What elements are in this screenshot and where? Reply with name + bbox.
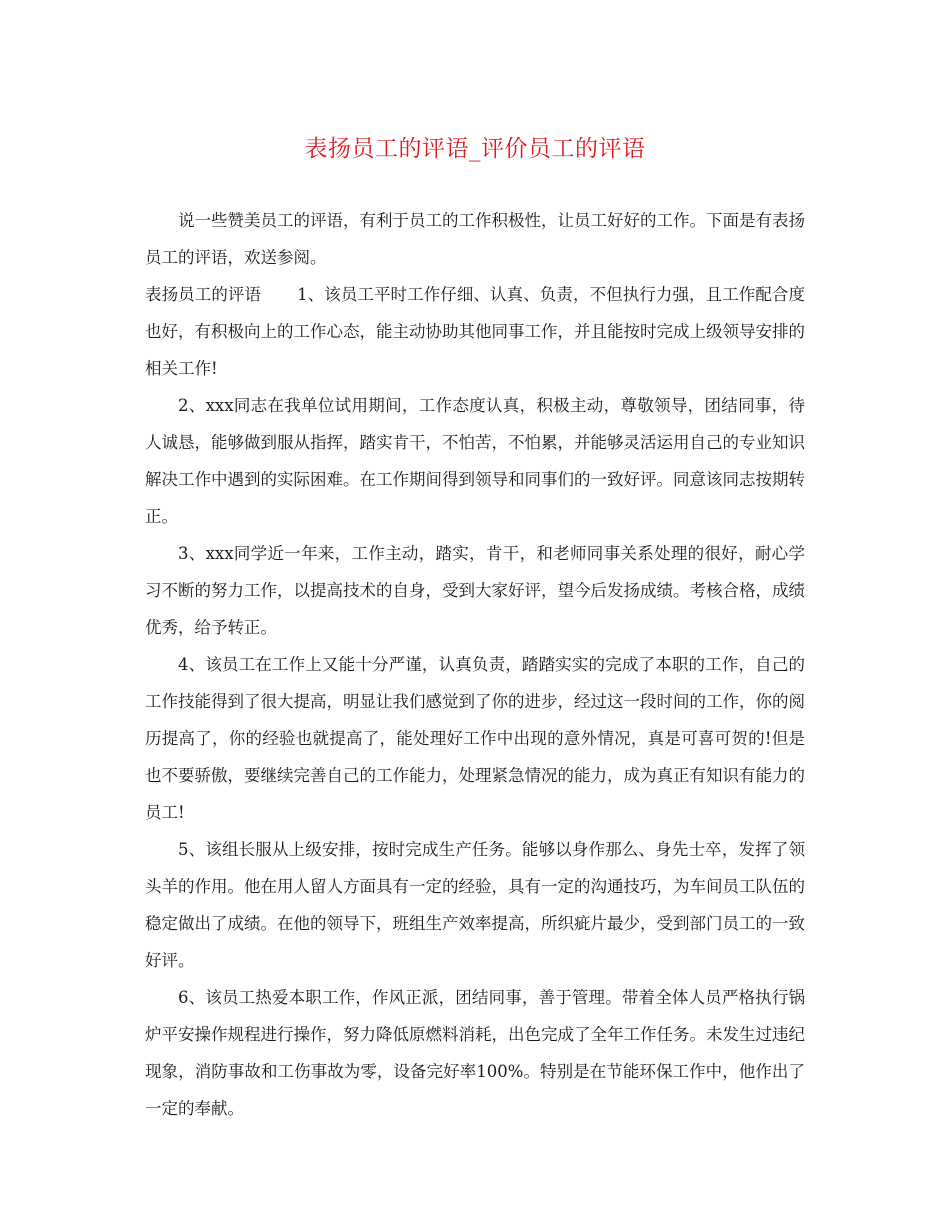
section-heading: 表扬员工的评语 [145,285,262,304]
document-title: 表扬员工的评语_评价员工的评语 [304,136,646,162]
comment-paragraph-4: 4、该员工在工作上又能十分严谨，认真负责，踏踏实实的完成了本职的工作，自己的工作技能得到了很大提高，明显让我们感觉到了你的进步，经过这一段时间的工作，你的阅历提高了，你的经验也就提高了，能处理好工作中出现的意外情况，真是可喜可贺的!但是也不要骄傲，要继续完善自己的工作能力，处理紧急情况的能力，成为真正有知识有能力的员工! [145,655,805,822]
intro-paragraph: 说一些赞美员工的评语，有利于员工的工作积极性，让员工好好的工作。下面是有表扬员工的评语，欢送参阅。 [145,211,805,267]
comment-paragraph-3: 3、xxx同学近一年来，工作主动，踏实，肯干，和老师同事关系处理的很好，耐心学习不断的努力工作，以提高技术的自身，受到大家好评，望今后发扬成绩。考核合格，成绩优秀，给予转正。 [145,544,805,637]
comment-paragraph-1 [145,276,805,387]
document-body [145,202,805,1127]
comment-paragraph-5: 5、该组长服从上级安排，按时完成生产任务。能够以身作那么、身先士卒，发挥了领头羊的作用。他在用人留人方面具有一定的经验，具有一定的沟通技巧，为车间员工队伍的稳定做出了成绩。在他的领导下，班组生产效率提高，所织疵片最少，受到部门员工的一致好评。 [145,840,805,970]
comment-paragraph-6: 6、该员工热爱本职工作，作风正派，团结同事，善于管理。带着全体人员严格执行锅炉平安操作规程进行操作，努力降低原燃料消耗，出色完成了全年工作任务。未发生过违纪现象，消防事故和工伤事故为零，设备完好率100%。特别是在节能环保工作中，他作出了一定的奉献。 [145,988,805,1118]
comment-text-1: 1、该员工平时工作仔细、认真、负责，不但执行力强，且工作配合度也好，有积极向上的工作心态，能主动协助其他同事工作，并且能按时完成上级领导安排的相关工作! [145,285,806,378]
comment-paragraph-2: 2、xxx同志在我单位试用期间，工作态度认真，积极主动，尊敬领导，团结同事，待人诚恳，能够做到服从指挥，踏实肯干，不怕苦，不怕累，并能够灵活运用自己的专业知识解决工作中遇到的实际困难。在工作期间得到领导和同事们的一致好评。同意该同志按期转正。 [145,396,805,526]
